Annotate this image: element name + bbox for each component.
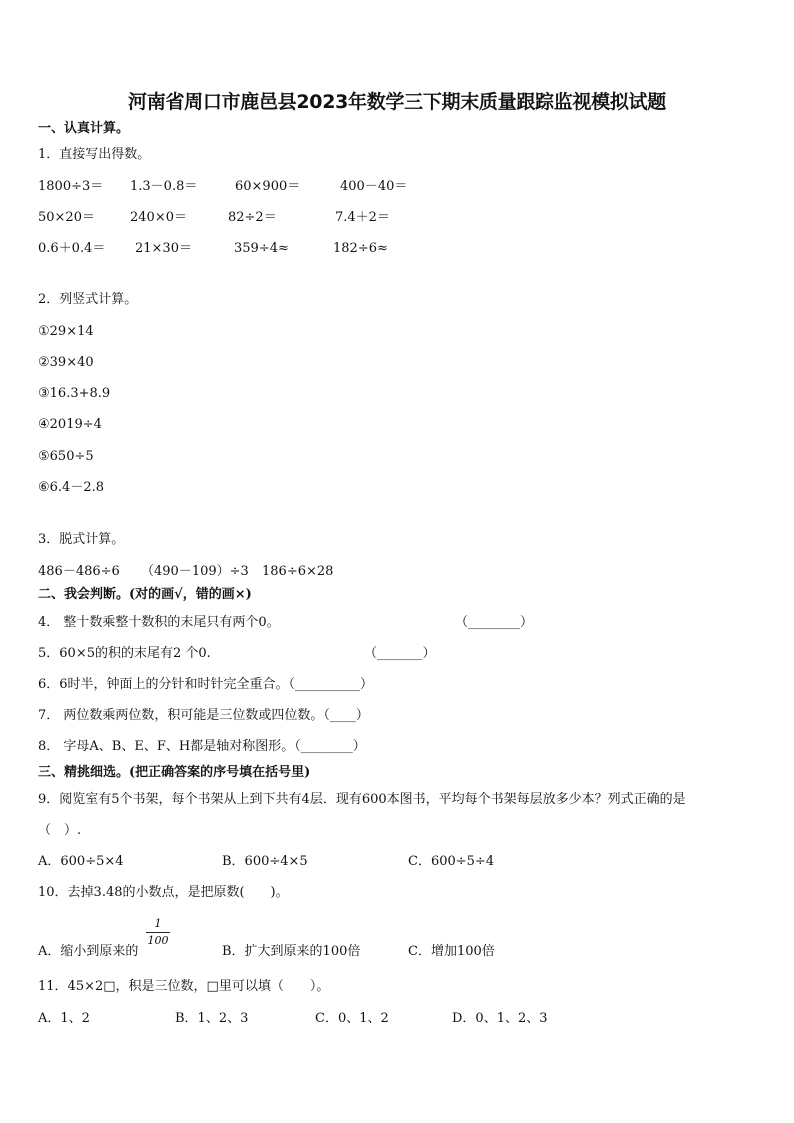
calc-item: 1800÷3＝ <box>38 179 104 194</box>
question-11-stem: 11．45×2□，积是三位数，□里可以填（ ）。 <box>38 979 330 994</box>
calc-item: 7.4＋2＝ <box>335 210 390 225</box>
calc-item: 182÷6≈ <box>333 241 388 256</box>
judge-item: 4． 整十数乘整十数积的末尾只有两个0。 <box>38 615 280 630</box>
calc-item: 60×900＝ <box>235 179 301 194</box>
option-a[interactable]: A．600÷5×4 <box>38 854 124 869</box>
option-a[interactable]: A．缩小到原来的 <box>38 944 139 959</box>
question-3-stem: 3．脱式计算。 <box>38 532 125 547</box>
option-c[interactable]: C．0、1、2 <box>315 1011 389 1026</box>
question-9-stem: 9．阅览室有5个书架，每个书架从上到下共有4层．现有600本图书，平均每个书架每层放多少本？列式正确的是 <box>38 792 686 807</box>
vertical-calc-item: ⑤650÷5 <box>38 449 94 464</box>
question-10-stem: 10．去掉3.48的小数点，是把原数( )。 <box>38 885 289 900</box>
option-d[interactable]: D．0、1、2、3 <box>452 1011 548 1026</box>
question-1-stem: 1．直接写出得数。 <box>38 147 151 162</box>
answer-blank[interactable]: （_______） <box>364 646 436 661</box>
calc-item: 21×30＝ <box>135 241 192 256</box>
mixed-calc-item: 486－486÷6 <box>38 564 120 579</box>
vertical-calc-item: ④2019÷4 <box>38 417 102 432</box>
answer-blank[interactable]: （________） <box>455 615 534 630</box>
fraction <box>146 917 170 947</box>
section-2-heading: 二、我会判断。(对的画√，错的画×) <box>38 587 252 602</box>
calc-item: 0.6＋0.4＝ <box>38 241 106 256</box>
option-b[interactable]: B．1、2、3 <box>175 1011 249 1026</box>
fraction-denominator: 100 <box>147 934 169 947</box>
page-title: 河南省周口市鹿邑县2023年数学三下期末质量跟踪监视模拟试题 <box>128 91 666 113</box>
vertical-calc-item: ⑥6.4－2.8 <box>38 480 105 495</box>
option-b[interactable]: B．600÷4×5 <box>222 854 308 869</box>
vertical-calc-item: ②39×40 <box>38 355 94 370</box>
question-9-stem-cont: （ ）. <box>38 823 82 838</box>
option-c[interactable]: C．600÷5÷4 <box>408 854 495 869</box>
mixed-calc-item: 186÷6×28 <box>262 564 334 579</box>
question-2-stem: 2．列竖式计算。 <box>38 292 138 307</box>
calc-item: 50×20＝ <box>38 210 95 225</box>
vertical-calc-item: ③16.3+8.9 <box>38 386 111 401</box>
calc-item: 1.3－0.8＝ <box>130 179 198 194</box>
judge-item: 5．60×5的积的末尾有2 个0. <box>38 646 211 661</box>
section-3-heading: 三、精挑细选。(把正确答案的序号填在括号里) <box>38 765 311 780</box>
fraction-numerator: 1 <box>154 917 162 930</box>
option-c[interactable]: C．增加100倍 <box>408 944 495 959</box>
vertical-calc-item: ①29×14 <box>38 324 94 339</box>
calc-item: 82÷2＝ <box>228 210 277 225</box>
option-a[interactable]: A．1、2 <box>38 1011 90 1026</box>
judge-item: 8． 字母A、B、E、F、H都是轴对称图形。（________） <box>38 739 366 754</box>
calc-item: 400－40＝ <box>340 179 408 194</box>
mixed-calc-item: （490－109）÷3 <box>141 564 249 579</box>
judge-item: 7． 两位数乘两位数，积可能是三位数或四位数。（____） <box>38 708 369 723</box>
option-b[interactable]: B．扩大到原来的100倍 <box>222 944 361 959</box>
calc-item: 240×0＝ <box>130 210 187 225</box>
fraction-bar <box>146 932 170 933</box>
judge-item: 6．6时半，钟面上的分针和时针完全重合。（__________） <box>38 677 374 692</box>
calc-item: 359÷4≈ <box>234 241 289 256</box>
section-1-heading: 一、认真计算。 <box>38 121 130 136</box>
